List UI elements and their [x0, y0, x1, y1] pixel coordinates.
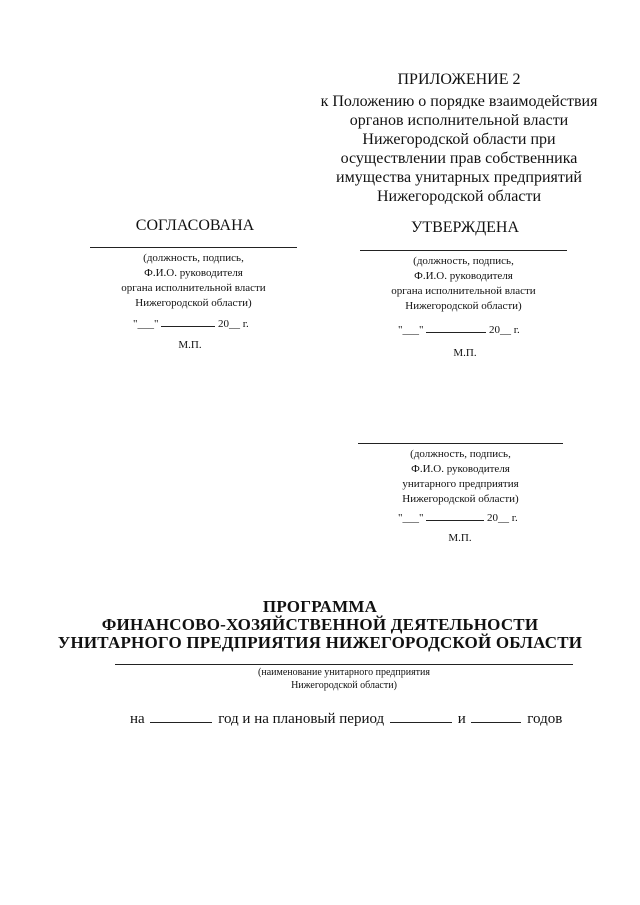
date-month-blank: [161, 314, 215, 327]
caption-line: Ф.И.О. руководителя: [411, 463, 510, 475]
date-line-right: [398, 320, 548, 338]
date-year: 20__ г.: [486, 512, 518, 524]
date-line-left: [133, 314, 283, 332]
program-title-line: ПРОГРАММА: [262, 597, 378, 616]
program-title: [40, 598, 600, 652]
period-text-year: год и на плановый период: [218, 711, 385, 727]
date-month-blank: [426, 508, 484, 521]
appendix-line: Нижегородской области при: [362, 131, 556, 148]
program-title-line: ФИНАНСОВО-ХОЗЯЙСТВЕННОЙ ДЕЯТЕЛЬНОСТИ: [101, 615, 539, 634]
approval-heading-left: СОГЛАСОВАНА: [135, 217, 255, 234]
period-word-on: на: [130, 711, 145, 727]
period-plan-year2-blank: [471, 710, 521, 723]
date-year: 20__ г.: [488, 324, 520, 336]
signature-caption-left: [90, 251, 297, 311]
period-line: [130, 710, 570, 728]
appendix-line: к Положению о порядке взаимодействия: [320, 93, 598, 110]
signature-line-left: [90, 247, 297, 248]
signature-caption-enterprise: [358, 447, 563, 507]
appendix-block: [318, 70, 600, 206]
signature-line-enterprise: [358, 443, 563, 444]
caption-line: Ф.И.О. руководителя: [414, 270, 513, 282]
date-line-enterprise: [398, 508, 548, 526]
caption-line: (должность, подпись,: [143, 252, 244, 264]
caption-line: органа исполнительной власти: [391, 285, 536, 297]
signature-line-right: [360, 250, 567, 251]
date-day: "___": [133, 318, 159, 330]
enterprise-name-caption: [115, 666, 573, 692]
appendix-line: осуществлении прав собственника: [340, 150, 578, 167]
caption-line: Нижегородской области): [402, 493, 519, 505]
date-month-blank: [426, 320, 486, 333]
period-word-years: годов: [527, 711, 563, 727]
period-year-blank: [150, 710, 212, 723]
caption-line: (должность, подпись,: [410, 448, 511, 460]
approval-heading-right: УТВЕРЖДЕНА: [410, 219, 519, 236]
appendix-line: Нижегородской области: [376, 188, 541, 205]
caption-line: Нижегородской области): [291, 680, 397, 691]
stamp-right: М.П.: [453, 347, 477, 359]
caption-line: (должность, подпись,: [413, 255, 514, 267]
caption-line: Нижегородской области): [135, 297, 252, 309]
appendix-title: ПРИЛОЖЕНИЕ 2: [397, 71, 521, 88]
caption-line: органа исполнительной власти: [121, 282, 266, 294]
signature-caption-right: [360, 254, 567, 314]
period-plan-year1-blank: [390, 710, 452, 723]
caption-line: (наименование унитарного предприятия: [258, 667, 430, 678]
stamp-enterprise: М.П.: [448, 532, 472, 544]
caption-line: унитарного предприятия: [402, 478, 519, 490]
enterprise-name-line: [115, 664, 573, 665]
caption-line: Нижегородской области): [405, 300, 522, 312]
date-day: "___": [398, 324, 424, 336]
caption-line: Ф.И.О. руководителя: [144, 267, 243, 279]
period-word-and: и: [457, 711, 466, 727]
date-day: "___": [398, 512, 424, 524]
appendix-line: органов исполнительной власти: [349, 112, 569, 129]
date-year: 20__ г.: [217, 318, 249, 330]
program-title-line: УНИТАРНОГО ПРЕДПРИЯТИЯ НИЖЕГОРОДСКОЙ ОБЛАСТИ: [57, 633, 583, 652]
appendix-line: имущества унитарных предприятий: [336, 169, 582, 186]
stamp-left: М.П.: [178, 339, 202, 351]
